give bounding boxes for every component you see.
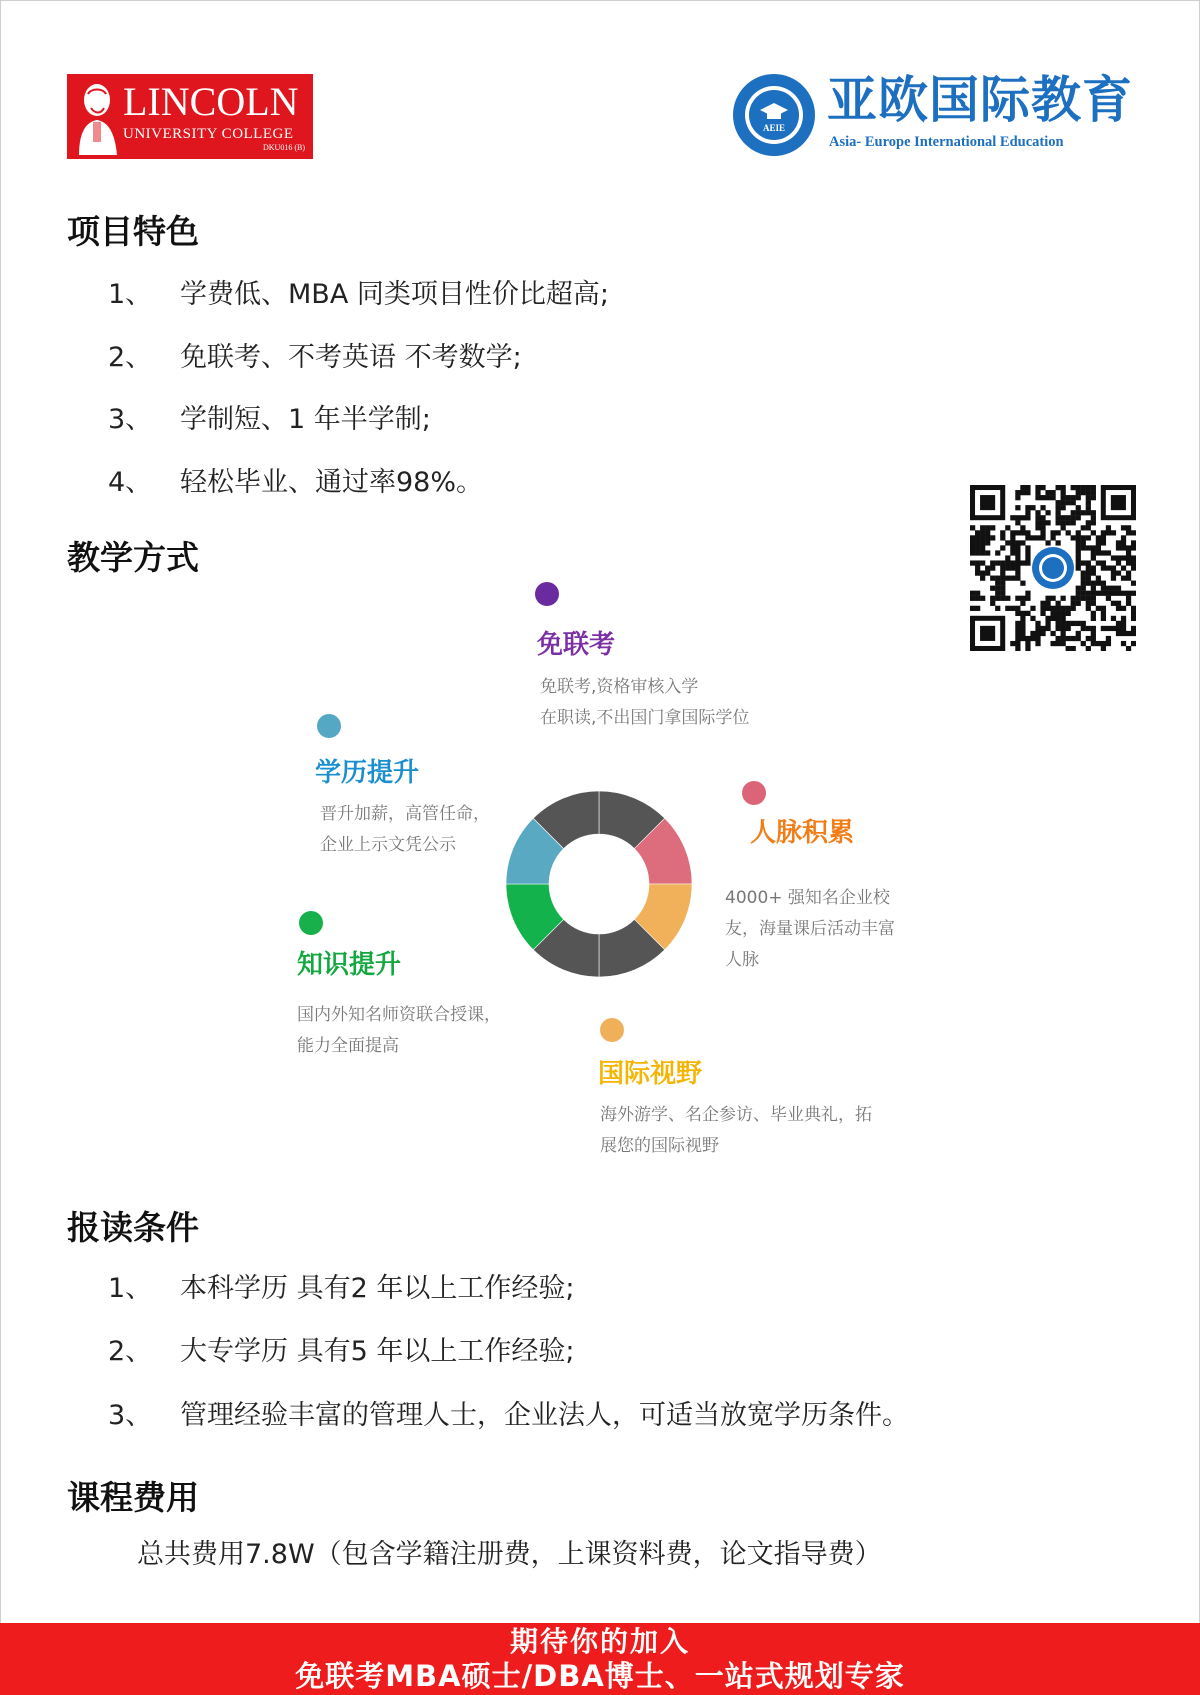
list-item: 4、 轻松毕业、通过率98%。 xyxy=(108,467,484,498)
aeie-seal-text: AEIE xyxy=(762,123,786,133)
fees-title: 课程费用 xyxy=(67,1478,199,1517)
features-title: 项目特色 xyxy=(67,212,199,251)
banner-line-1: 期待你的加入 xyxy=(509,1625,690,1658)
node-dot-renmai xyxy=(742,781,766,805)
aeie-subtitle: Asia- Europe International Education xyxy=(829,134,1064,150)
node-desc-renmai: 4000+ 强知名企业校 友，海量课后活动丰富 人脉 xyxy=(725,888,895,970)
list-item: 2、 大专学历 具有5 年以上工作经验; xyxy=(108,1336,575,1367)
node-title-renmai: 人脉积累 xyxy=(750,818,855,848)
aeie-seal-icon xyxy=(731,72,817,158)
node-title-guoji: 国际视野 xyxy=(598,1059,703,1089)
lincoln-name: LINCOLN xyxy=(123,79,299,124)
node-dot-zhishi xyxy=(299,911,323,935)
lincoln-code: DKU016 (B) xyxy=(263,143,305,152)
list-item: 3、 管理经验丰富的管理人士，企业法人，可适当放宽学历条件。 xyxy=(108,1400,909,1431)
list-item: 1、 学费低、MBA 同类项目性价比超高; xyxy=(108,279,609,310)
node-desc-guoji: 海外游学、名企参访、毕业典礼，拓 展您的国际视野 xyxy=(600,1105,872,1156)
lincoln-bust-icon xyxy=(71,78,119,155)
node-title-mianliankao: 免联考 xyxy=(537,630,616,660)
bottom-banner xyxy=(0,1623,1200,1695)
node-title-zhishi: 知识提升 xyxy=(297,950,402,980)
qr-code-icon xyxy=(970,485,1136,651)
list-item: 1、 本科学历 具有2 年以上工作经验; xyxy=(108,1273,575,1304)
list-item: 2、 免联考、不考英语 不考数学; xyxy=(108,342,522,373)
lincoln-logo xyxy=(67,74,313,159)
node-dot-xueli xyxy=(317,714,341,738)
node-desc-zhishi: 国内外知名师资联合授课， 能力全面提高 xyxy=(297,1005,501,1056)
banner-line-2: 免联考MBA硕士/DBA博士、一站式规划专家 xyxy=(295,1659,905,1693)
node-dot-mianliankao xyxy=(535,582,559,606)
requirements-title: 报读条件 xyxy=(67,1208,199,1247)
teaching-title: 教学方式 xyxy=(67,538,199,577)
node-desc-mianliankao: 免联考,资格审核入学 在职读,不出国门拿国际学位 xyxy=(540,677,750,728)
fees-text: 总共费用7.8W（包含学籍注册费，上课资料费，论文指导费） xyxy=(137,1539,882,1570)
aeie-title: 亚欧国际教育 xyxy=(827,71,1133,129)
list-item: 3、 学制短、1 年半学制; xyxy=(108,404,431,435)
node-dot-guoji xyxy=(600,1018,624,1042)
node-desc-xueli: 晋升加薪，高管任命， 企业上示文凭公示 xyxy=(320,804,490,855)
node-title-xueli: 学历提升 xyxy=(315,758,420,788)
lincoln-subtitle: UNIVERSITY COLLEGE xyxy=(123,126,294,142)
teaching-donut xyxy=(505,790,693,978)
